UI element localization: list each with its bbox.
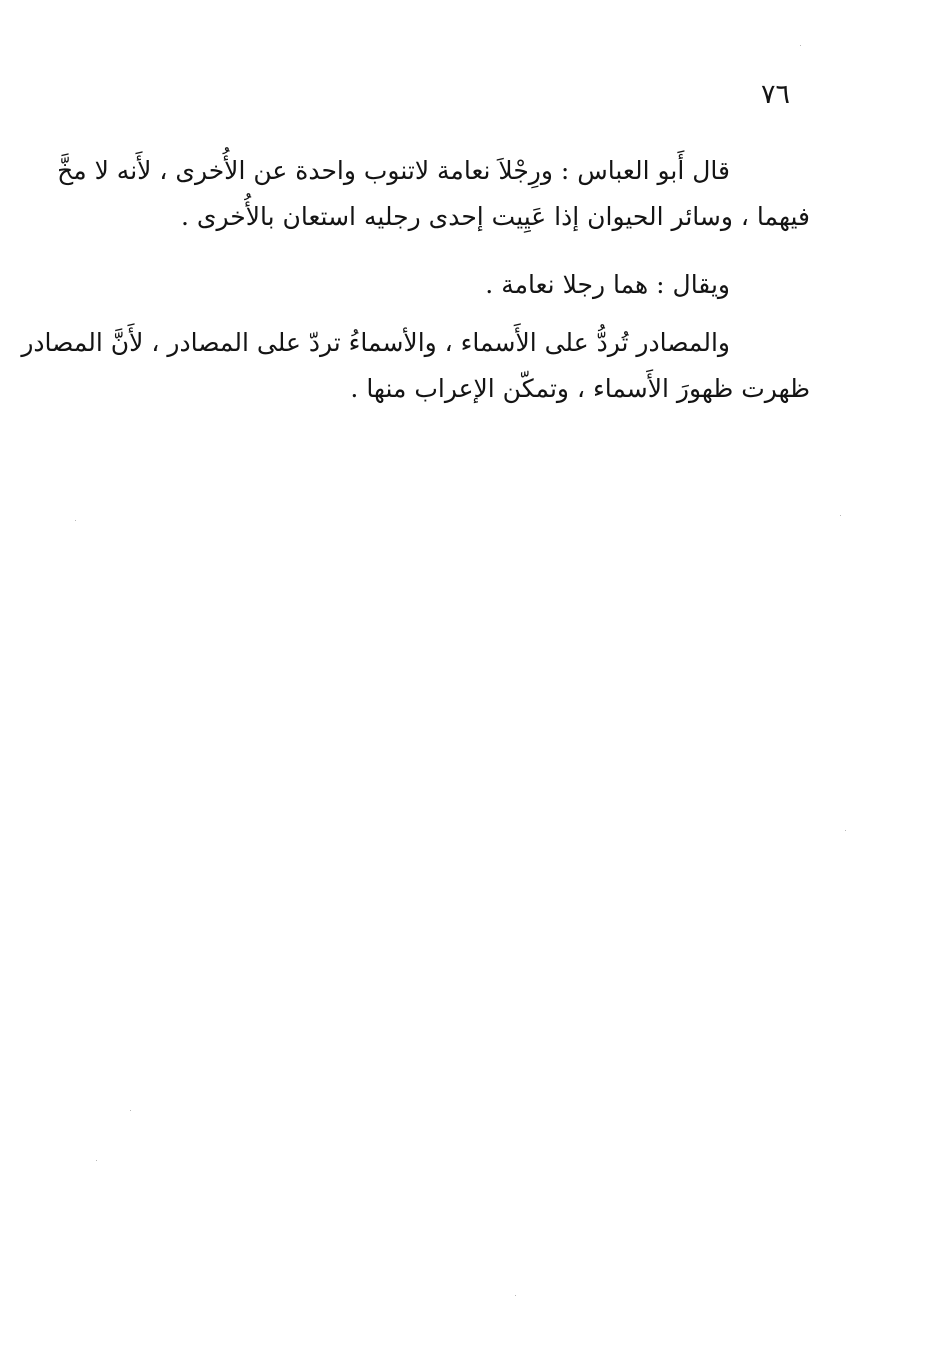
paragraph-1-line-2: فيهما ، وسائر الحيوان إذا عَيِيت إحدى رجليه استعان بالأُخرى .	[181, 202, 810, 231]
scan-speck	[130, 1110, 131, 1111]
scan-speck	[75, 520, 76, 521]
scan-speck	[96, 1160, 97, 1161]
scan-speck	[840, 515, 841, 516]
scan-speck	[845, 830, 846, 831]
page-number: ٧٦	[760, 79, 790, 110]
paragraph-3-line-1: والمصادر تُردُّ على الأَسماء ، والأسماءُ تردّ على المصادر ، لأَنَّ المصادر	[21, 328, 730, 357]
paragraph-2	[120, 262, 810, 308]
scan-speck	[515, 1295, 516, 1296]
paragraph-1	[57, 148, 810, 240]
paragraph-1-line-1: قال أَبو العباس : ورِجْلاَ نعامة لاتنوب واحدة عن الأُخرى ، لأَنه لا مخَّ	[57, 156, 730, 185]
paragraph-2-line-1: ويقال : هما رجلا نعامة .	[485, 270, 730, 299]
scan-speck	[800, 45, 801, 46]
paragraph-3	[21, 320, 810, 412]
paragraph-3-line-2: ظهرت ظهورَ الأَسماء ، وتمكّن الإعراب منها .	[350, 374, 810, 403]
